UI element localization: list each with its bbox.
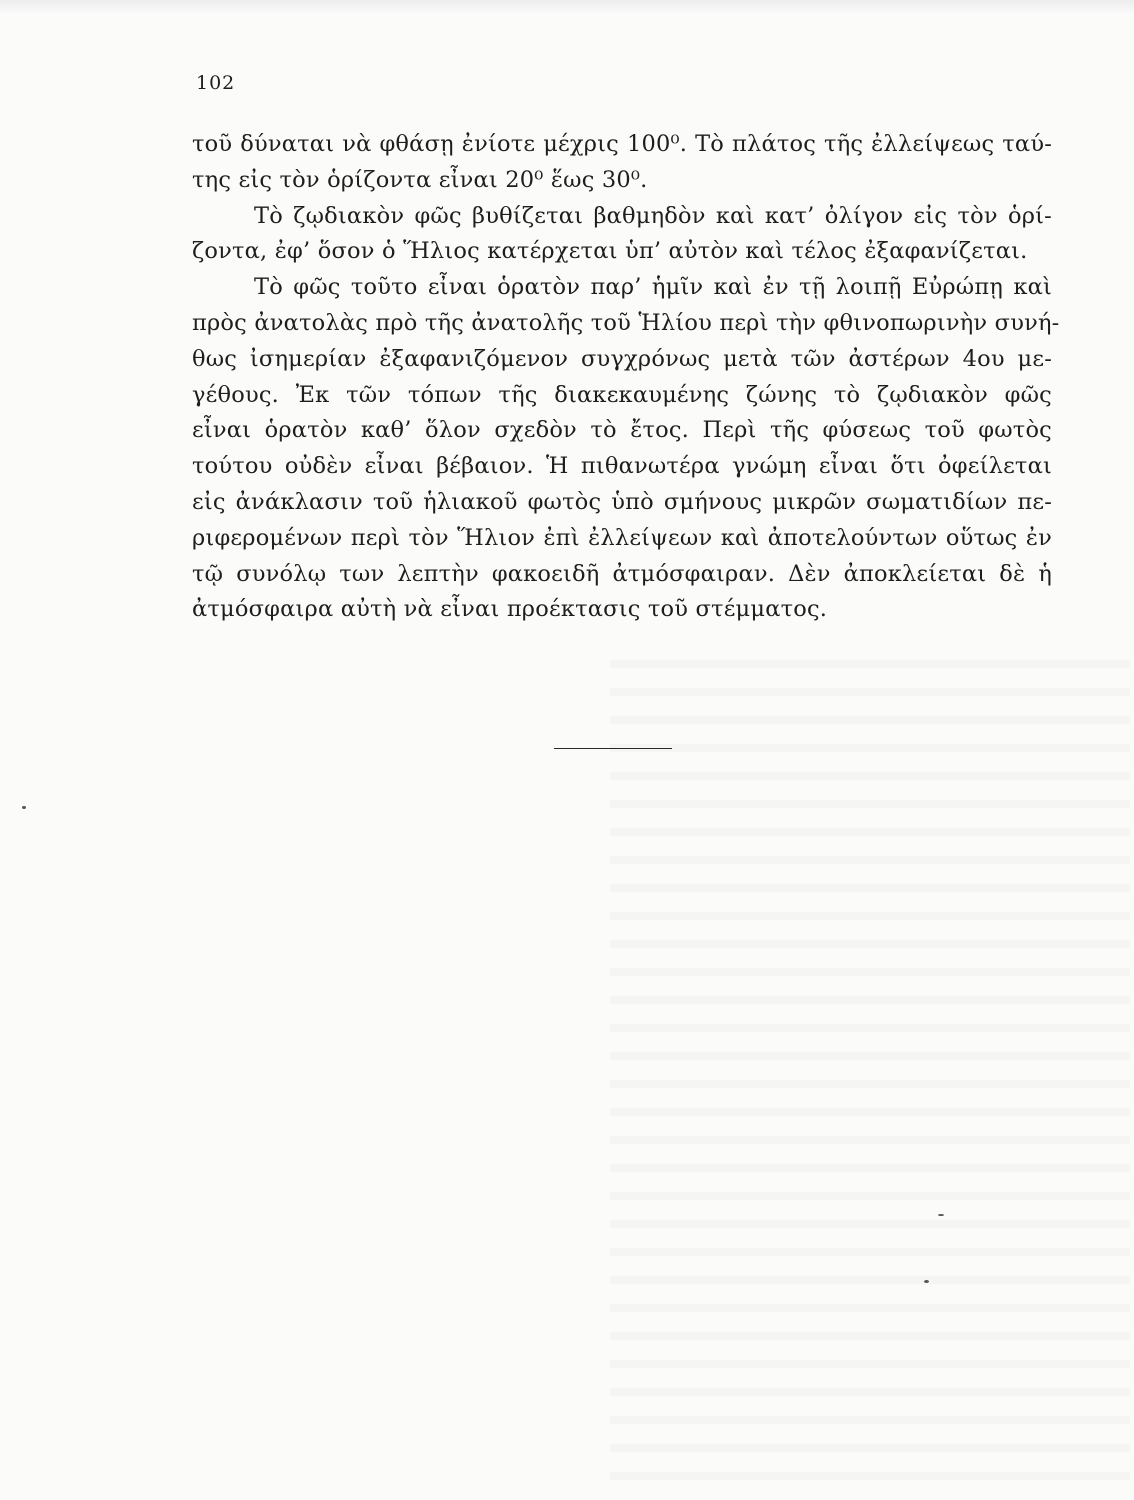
text-line: ριφερομένων περὶ τὸν Ἥλιον ἐπὶ ἐλλείψεων καὶ ἀποτελούντων οὕτως ἐν (192, 524, 1052, 551)
text-line: της εἰς τὸν ὁρίζοντα εἶναι 20⁰ ἕως 30⁰. (192, 166, 648, 193)
reverse-side-bleed-through (610, 640, 1130, 1500)
text-line: γέθους. Ἐκ τῶν τόπων τῆς διακεκαυμένης ζώνης τὸ ζῳδιακὸν φῶς (192, 381, 1052, 408)
text-line: ἀτμόσφαιρα αὐτὴ νὰ εἶναι προέκτασις τοῦ στέμματος. (192, 596, 828, 623)
page-number: 102 (196, 72, 236, 94)
text-line: θως ἰσημερίαν ἐξαφανιζόμενον συγχρόνως μετὰ τῶν ἀστέρων 4ου με- (192, 345, 1052, 372)
text-line: τοῦ δύναται νὰ φθάσῃ ἐνίοτε μέχρις 100⁰. Τὸ πλάτος τῆς ἐλλείψεως ταύ- (192, 131, 1052, 157)
section-separator-rule (554, 748, 672, 749)
text-line: εἰς ἀνάκλασιν τοῦ ἡλιακοῦ φωτὸς ὑπὸ σμήνους μικρῶν σωματιδίων πε- (192, 488, 1052, 515)
text-line: ζοντα, ἐφ’ ὅσον ὁ Ἥλιος κατέρχεται ὑπ’ αὐτὸν καὶ τέλος ἐξαφανίζεται. (192, 238, 1028, 265)
text-line: πρὸς ἀνατολὰς πρὸ τῆς ἀνατολῆς τοῦ Ἡλίου περὶ τὴν φθινοπωρινὴν συνή- (192, 309, 1060, 336)
page-top-edge-shadow (0, 0, 1134, 14)
scan-speck (924, 1280, 929, 1283)
scan-speck (938, 1214, 944, 1216)
scan-speck (22, 806, 26, 809)
body-text (192, 127, 1060, 628)
text-line: εἶναι ὁρατὸν καθ’ ὅλον σχεδὸν τὸ ἔτος. Περὶ τῆς φύσεως τοῦ φωτὸς (192, 417, 1052, 444)
text-line: τούτου οὐδὲν εἶναι βέβαιον. Ἡ πιθανωτέρα γνώμη εἶναι ὅτι ὀφείλεται (192, 453, 1052, 480)
text-line: Τὸ ζῳδιακὸν φῶς βυθίζεται βαθμηδὸν καὶ κατ’ ὀλίγον εἰς τὸν ὁρί- (254, 202, 1052, 229)
text-line: Τὸ φῶς τοῦτο εἶναι ὁρατὸν παρ’ ἡμῖν καὶ ἐν τῇ λοιπῇ Εὐρώπῃ καὶ (254, 274, 1052, 301)
text-line: τῷ συνόλῳ των λεπτὴν φακοειδῆ ἀτμόσφαιραν. Δὲν ἀποκλείεται δὲ ἡ (192, 560, 1052, 587)
